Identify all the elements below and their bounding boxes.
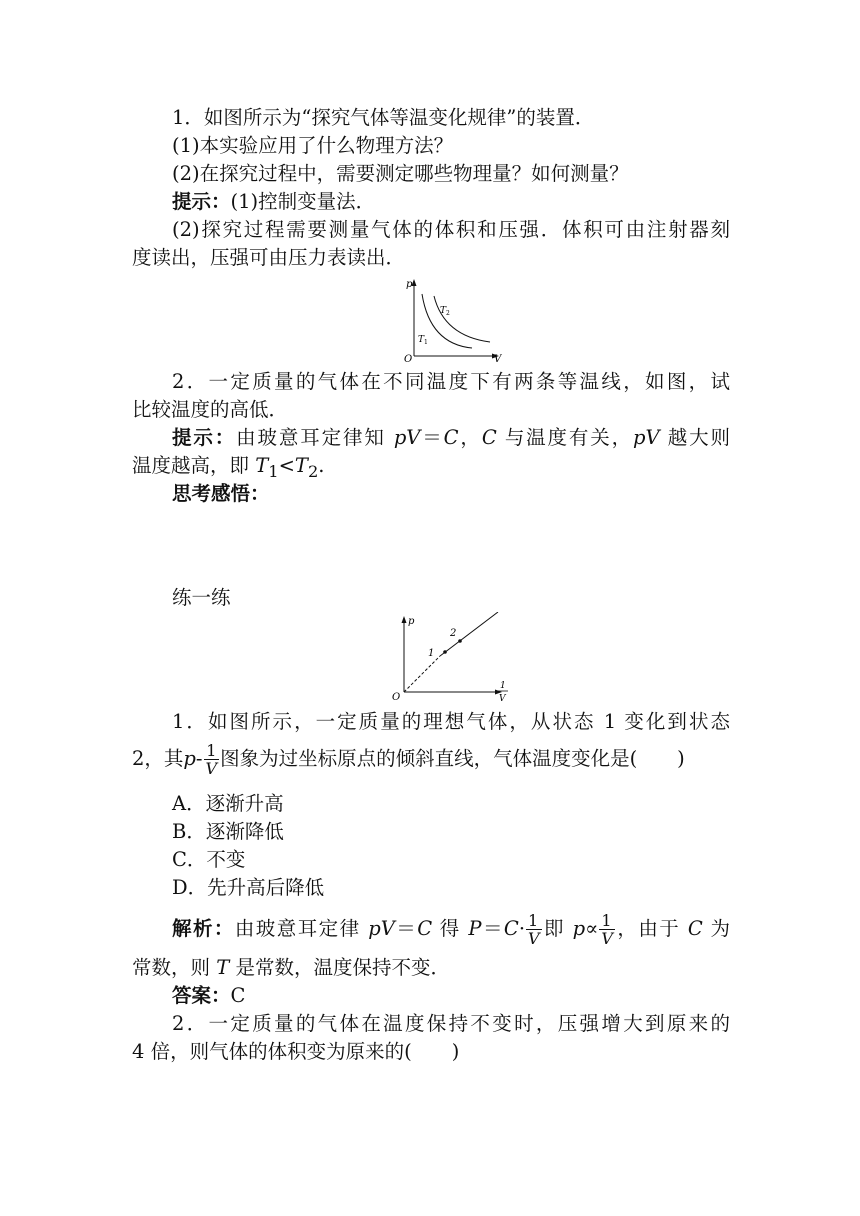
question-1-sub1: (1)本实验应用了什么物理方法？ <box>172 134 454 157</box>
option-d: D．先升高后降低 <box>172 876 325 899</box>
option-b: B．逐渐降低 <box>172 820 284 843</box>
fig1-axis-v-label: V <box>494 354 502 364</box>
question-2-hint-line2: 温度越高，即 $T_1<T_2$. <box>132 454 325 481</box>
question-2-line2: 比较温度的高低． <box>132 398 289 421</box>
question-1-hint2-line2: 度读出，压强可由压力表读出． <box>132 246 406 269</box>
problem-1-line1: 1．如图所示，一定质量的理想气体，从状态 1 变化到状态 <box>172 710 730 733</box>
question-1-sub2: (2)在探究过程中，需要测定哪些物理量？如何测量？ <box>172 162 629 185</box>
isotherm-figure <box>400 276 510 364</box>
fig2-axis-p-label: p <box>408 616 415 627</box>
analysis-line1: 解析：由玻意耳定律 pV＝C 得 P＝C· $\frac{1}{V}$ 即 p∝ $\frac{1}{V}$ ，由于 C 为 <box>172 911 730 948</box>
fig2-axis-x-numerator: 1 <box>500 681 506 691</box>
hint-label: 提示： <box>172 190 231 213</box>
fig2-point1-label: 1 <box>428 648 435 659</box>
think-label: 思考感悟： <box>172 482 270 505</box>
practice-heading: 练一练 <box>172 586 231 609</box>
fig1-t1-label: $T_1$ <box>418 335 428 346</box>
problem-1-line2: 2，其p- $\frac{1}{V}$ 图象为过坐标原点的倾斜直线，气体温度变化是( ) <box>132 741 685 778</box>
fig1-t2-label: $T_2$ <box>440 306 450 317</box>
fig1-axis-p-label: p <box>406 279 413 290</box>
fraction-1-over-v: $\frac{1}{V}$ <box>205 741 218 778</box>
question-1-hint2-line1: (2)探究过程需要测量气体的体积和压强．体积可由注射器刻 <box>172 218 730 241</box>
answer-label: 答案： <box>172 984 231 1007</box>
question-1-hint1: 提示：(1)控制变量法． <box>172 190 376 213</box>
analysis-label: 解析： <box>172 917 235 940</box>
question-2-line1: 2．一定质量的气体在不同温度下有两条等温线，如图，试 <box>172 370 730 393</box>
question-1-title: 1．如图所示为“探究气体等温变化规律”的装置． <box>172 106 595 129</box>
option-a: A．逐渐升高 <box>172 792 284 815</box>
fig2-origin-label: O <box>392 692 401 703</box>
answer-value: C <box>230 984 246 1007</box>
fig2-point2-label: 2 <box>450 628 457 639</box>
analysis-line2: 常数，则 T 是常数，温度保持不变． <box>132 956 450 979</box>
problem-2-line1: 2．一定质量的气体在温度保持不变时，压强增大到原来的 <box>172 1012 730 1035</box>
fig2-axis-x-denominator: V <box>499 694 506 704</box>
question-2-hint-line1: 提示：由玻意耳定律知 pV＝C，C 与温度有关，pV 越大则 <box>172 426 730 449</box>
p-inverse-v-figure <box>390 612 516 706</box>
problem-2-line2: 4 倍，则气体的体积变为原来的( ) <box>132 1040 460 1063</box>
option-c: C．不变 <box>172 848 246 871</box>
answer-line <box>172 982 730 1010</box>
fig1-origin-label: O <box>404 354 413 364</box>
